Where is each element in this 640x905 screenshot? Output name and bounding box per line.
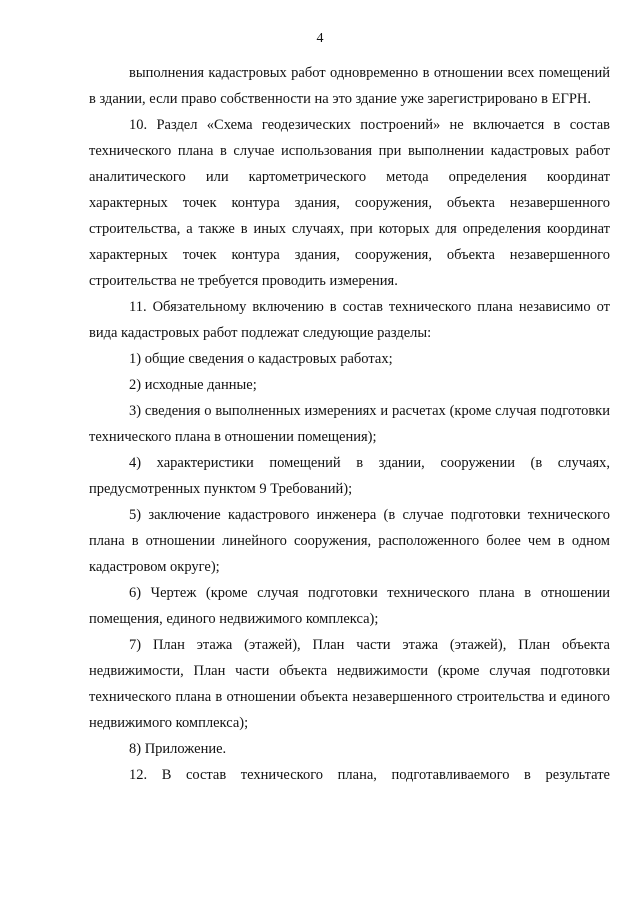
- list-item-2: 2) исходные данные;: [129, 377, 257, 393]
- list-item-8: 8) Приложение.: [129, 741, 227, 757]
- document-body: [89, 60, 610, 788]
- paragraph-item-10: 10. Раздел «Схема геодезических построений» не включается в состав технического плана в случае использования при выполнении кадастровых работ аналитического или картометрического метода определения координат характерных точек контура здания, сооружения, объекта незавершенного строительства, а также в иных случаях, при которых для определения координат характерных точек контура здания, сооружения, объекта незавершенного строительства не требуется проводить измерения.: [89, 117, 610, 289]
- paragraph-item-12: 12. В состав технического плана, подготавливаемого в результате: [129, 767, 610, 783]
- list-item-4: 4) характеристики помещений в здании, сооружении (в случаях, предусмотренных пунктом 9 Требований);: [89, 455, 610, 497]
- list-item-1: 1) общие сведения о кадастровых работах;: [129, 351, 393, 367]
- list-item-6: 6) Чертеж (кроме случая подготовки технического плана в отношении помещения, единого недвижимого комплекса);: [89, 585, 610, 627]
- paragraph-item-11: 11. Обязательному включению в состав технического плана независимо от вида кадастровых работ подлежат следующие разделы:: [89, 299, 610, 341]
- paragraph-continuation: выполнения кадастровых работ одновременно в отношении всех помещений в здании, если право собственности на это здание уже зарегистрировано в ЕГРН.: [89, 65, 610, 107]
- list-item-5: 5) заключение кадастрового инженера (в случае подготовки технического плана в отношении линейного сооружения, расположенного более чем в одном кадастровом округе);: [89, 507, 610, 575]
- page-number: 4: [316, 31, 324, 46]
- list-item-3: 3) сведения о выполненных измерениях и расчетах (кроме случая подготовки технического плана в отношении помещения);: [89, 403, 610, 445]
- list-item-7: 7) План этажа (этажей), План части этажа (этажей), План объекта недвижимости, План части объекта недвижимости (кроме случая подготовки технического плана в отношении объекта незавершенного строительства и единого недвижимого комплекса);: [89, 637, 610, 731]
